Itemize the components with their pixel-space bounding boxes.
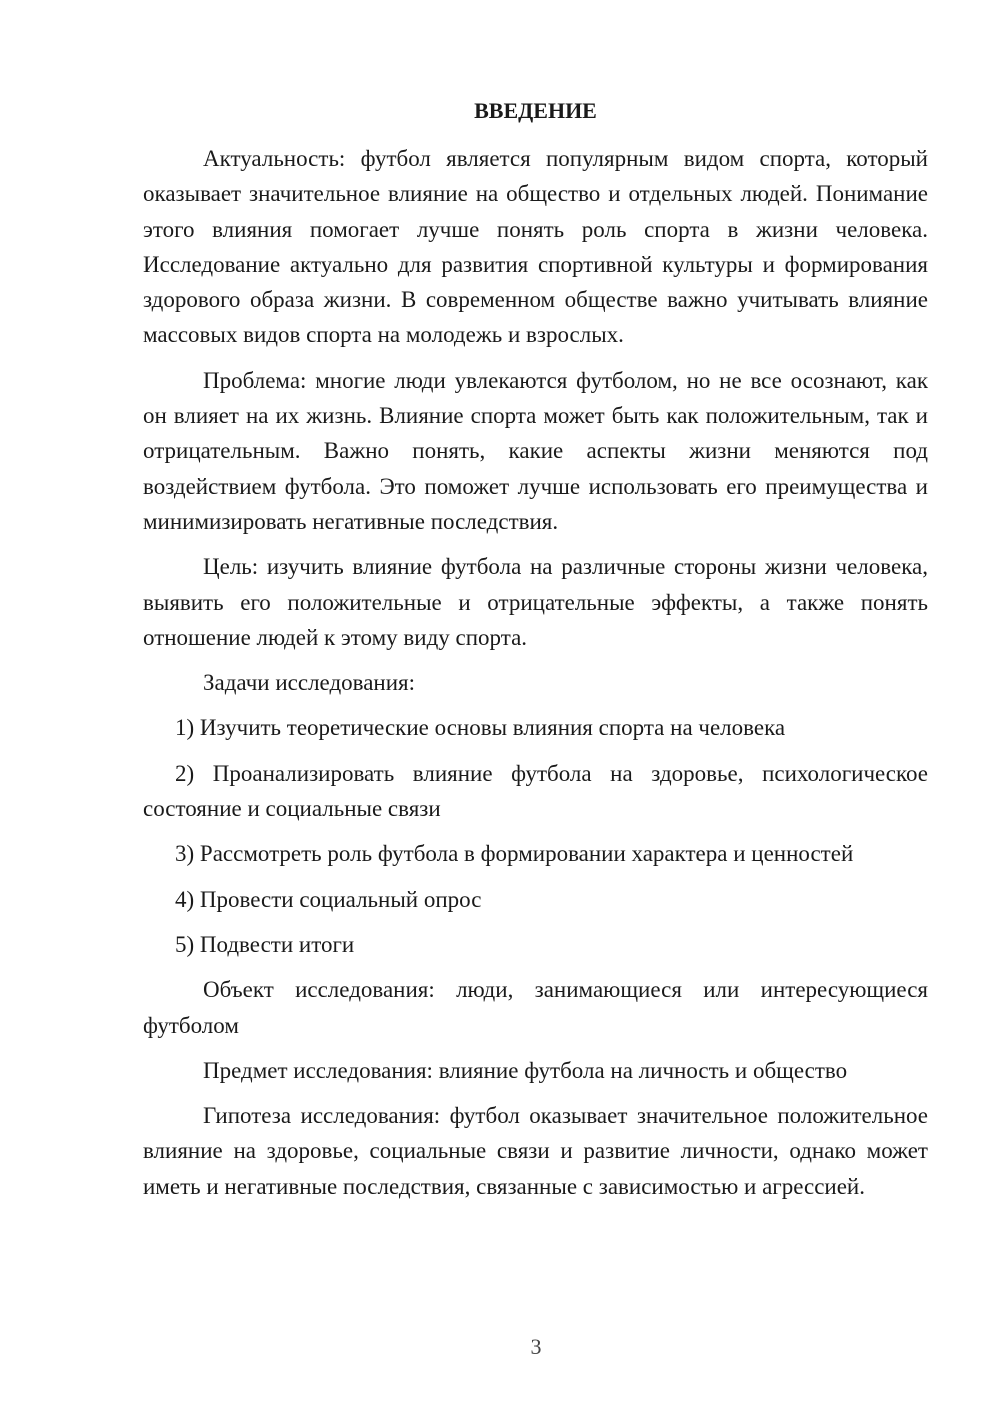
hypothesis-paragraph: Гипотеза исследования: футбол оказывает значительное положительное влияние на здоровье, социальные связи и развитие личности, однако может иметь и негативные последствия, связанные с зависимостью и агрессией. bbox=[143, 1103, 928, 1199]
relevance-paragraph: Актуальность: футбол является популярным видом спорта, который оказывает значительное влияние на общество и отдельных людей. Понимание этого влияния помогает лучше понять роль спорта в жизни человека. Исследование актуально для развития спортивной культуры и формирования здорового образа жизни. В современном обществе важно учитывать влияние массовых видов спорта на молодежь и взрослых. bbox=[143, 146, 928, 348]
object-paragraph: Объект исследования: люди, занимающиеся или интересующиеся футболом bbox=[143, 977, 928, 1038]
problem-paragraph: Проблема: многие люди увлекаются футболом, но не все осознают, как он влияет на их жизнь. Влияние спорта может быть как положительным, так и отрицательным. Важно понять, какие аспекты жизни меняются под воздействием футбола. Это поможет лучше использовать его преимущества и минимизировать негативные последствия. bbox=[143, 367, 928, 534]
task-item-4: 4) Провести социальный опрос bbox=[175, 886, 482, 912]
tasks-heading: Задачи исследования: bbox=[203, 670, 416, 696]
page-number: 3 bbox=[530, 1334, 542, 1359]
subject-paragraph: Предмет исследования: влияние футбола на личность и общество bbox=[203, 1057, 848, 1083]
task-item-5: 5) Подвести итоги bbox=[175, 931, 355, 957]
document-body bbox=[143, 94, 928, 1214]
task-item-3: 3) Рассмотреть роль футбола в формировании характера и ценностей bbox=[175, 841, 854, 867]
section-title: ВВЕДЕНИЕ bbox=[474, 98, 597, 123]
task-item-1: 1) Изучить теоретические основы влияния спорта на человека bbox=[175, 715, 786, 741]
task-item-2: 2) Проанализировать влияние футбола на здоровье, психологическое состояние и социальные связи bbox=[143, 760, 928, 822]
goal-paragraph: Цель: изучить влияние футбола на различные стороны жизни человека, выявить его положительные и отрицательные эффекты, а также понять отношение людей к этому виду спорта. bbox=[143, 554, 928, 650]
